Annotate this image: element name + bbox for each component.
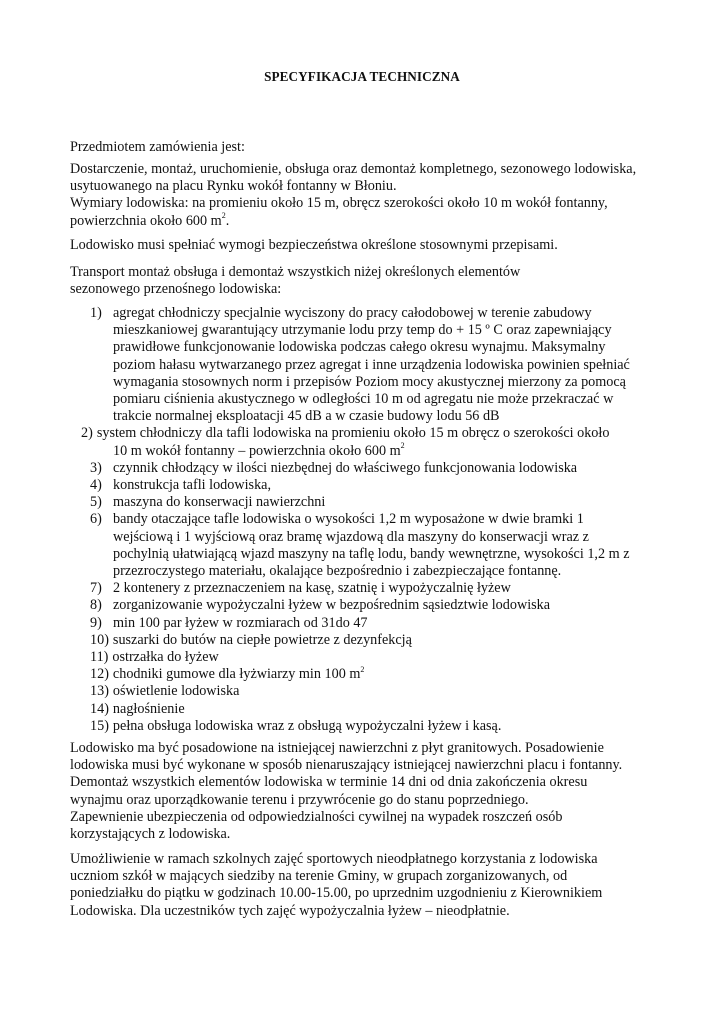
item-text: min 100 par łyżew w rozmiarach od 31do 47 [113,614,368,631]
list-item [90,511,670,580]
paragraph-transport [70,264,670,298]
list-item [90,666,670,683]
superscript: 2 [221,210,226,220]
text-line: bandy otaczające tafle lodowiska o wysokości 1,2 m wyposażone w dwie bramki 1 [113,511,584,528]
item-text: suszarki do butów na ciepłe powietrze z dezynfekcją [112,631,412,648]
item-text: oświetlenie lodowiska [112,683,240,700]
list-item [90,580,670,597]
text-line: Zapewnienie ubezpieczenia od odpowiedzialności cywilnej na wypadek roszczeń osób [70,808,563,825]
text-line: mieszkaniowej gwarantujący utrzymanie lodu przy temp do + 15 º C oraz zapewniający [113,322,612,339]
item-text: 10 m wokół fontanny – powierzchnia około 600 m [113,442,401,459]
text-line: wejściową i 1 wyjściową oraz bramę wjazdową dla maszyny do konserwacji wraz z [113,528,589,545]
text-line: Lodowisko ma być posadowione na istniejącej nawierzchni z płyt granitowych. Posadowienie [70,740,604,756]
list-number: 3) [90,459,102,476]
text-line: Demontaż wszystkich elementów lodowiska w terminie 14 dni od dnia zakończenia okresu [70,774,588,791]
paragraph-installation [70,740,670,843]
text-line: agregat chłodniczy specjalnie wyciszony do pracy całodobowej w terenie zabudowy [113,305,592,321]
text-line: pochylnią ułatwiającą wjazd maszyny na taflę lodu, bandy wewnętrzne, wysokości 1,2 m z [113,545,630,562]
area-text: powierzchnia około 600 m [70,212,222,229]
text-line: trakcie normalnej eksploatacji 45 dB a w czasie budowy lodu 56 dB [113,408,500,425]
superscript: 2 [360,664,365,674]
text-line: uczniom szkół w mających siedziby na terenie Gminy, w grupach zorganizowanych, od [70,868,568,885]
list-number: 1) [90,305,102,321]
text-line [81,425,670,442]
list-number: 12) [90,666,109,683]
text-line [70,210,670,230]
list-item [90,494,670,511]
item-text: konstrukcja tafli lodowiska, [113,477,272,494]
text-line: poziom hałasu wytwarzanego przez agregat i inne urządzenia lodowiska powinien spełniać [113,356,630,373]
text-line: wymagania stosownych norm i przepisów Poziom mocy akustycznej mierzony za pomocą [113,373,626,390]
superscript: 2 [400,440,405,450]
list-number: 8) [90,597,102,614]
paragraph-schools [70,851,670,920]
list-number: 2) [81,425,93,442]
list-item [90,718,670,735]
list-number: 9) [90,614,102,631]
list-number: 5) [90,494,102,511]
text-line: usytuowanego na placu Rynku wokół fontanny w Błoniu. [70,178,397,195]
list-item [90,701,670,718]
item-text: nagłośnienie [112,700,185,717]
text-line: Umożliwienie w ramach szkolnych zajęć sportowych nieodpłatnego korzystania z lodowiska [70,851,598,867]
list-number: 10) [90,631,109,648]
paragraph-scope [70,161,670,230]
list-item [90,632,670,649]
item-text: chodniki gumowe dla łyżwiarzy min 100 m [112,666,361,683]
list-number: 11) [90,649,109,666]
list-item [90,477,670,494]
item-text: maszyna do konserwacji nawierzchni [113,494,326,511]
text-line: wynajmu oraz uporządkowanie terenu i przywrócenie go do stanu poprzedniego. [70,791,529,808]
list-item [81,425,670,459]
equipment-list [81,305,670,735]
item-text: zorganizowanie wypożyczalni łyżew w bezpośrednim sąsiedztwie lodowiska [113,597,551,614]
list-item [90,649,670,666]
paragraph-safety [70,237,670,254]
text-line: Lodowiska. Dla uczestników tych zajęć wypożyczalnia łyżew – nieodpłatnie. [70,902,510,919]
list-number: 15) [90,717,109,734]
text-line [81,440,670,460]
text-line: sezonowego przenośnego lodowiska: [70,281,282,298]
period: . [225,212,230,229]
document-title: SPECYFIKACJA TECHNICZNA [264,69,460,84]
list-number: 6) [90,511,102,528]
text-line: przezroczystego materiału, okalające bezpośrednio i zabezpieczające fontannę. [113,563,562,580]
intro-text: Przedmiotem zamówienia jest: [70,139,245,155]
text-line: Lodowisko musi spełniać wymogi bezpieczeństwa określone stosownymi przepisami. [70,237,558,253]
item-text: czynnik chłodzący w ilości niezbędnej do właściwego funkcjonowania lodowiska [113,459,578,476]
list-number: 7) [90,580,102,597]
item-text: system chłodniczy dla tafli lodowiska na promieniu około 15 m obręcz o szerokości około [96,425,610,442]
text-line: prawidłowe funkcjonowanie lodowiska podczas całego okresu wynajmu. Maksymalny [113,339,606,356]
item-text: 2 kontenery z przeznaczeniem na kasę, szatnię i wypożyczalnię łyżew [113,580,511,597]
text-line: Dostarczenie, montaż, uruchomienie, obsługa oraz demontaż kompletnego, sezonowego lodowiska, [70,161,637,177]
list-item [90,683,670,700]
list-number: 13) [90,683,109,700]
list-item [90,615,670,632]
text-line: korzystających z lodowiska. [70,826,231,843]
list-item [90,305,670,425]
text-line: Wymiary lodowiska: na promieniu około 15 m, obręcz szerokości około 10 m wokół fontanny, [70,195,608,212]
text-line: pomiaru ciśnienia akustycznego w odległości 10 m od agregatu nie może przekraczać w [113,391,614,408]
item-text: ostrzałka do łyżew [112,649,219,666]
list-item [90,460,670,477]
text-line: poniedziałku do piątku w godzinach 10.00-15.00, po uprzednim uzgodnieniu z Kierownikiem [70,885,603,902]
list-number: 4) [90,477,102,494]
list-item [90,597,670,614]
text-line: lodowiska musi być wykonane w sposób nienaruszający istniejącej nawierzchni placu i fontanny. [70,757,623,774]
list-number: 14) [90,700,109,717]
intro-paragraph [70,139,670,156]
text-line: Transport montaż obsługa i demontaż wszystkich niżej określonych elementów [70,264,521,280]
item-text: pełna obsługa lodowiska wraz z obsługą wypożyczalni łyżew i kasą. [112,717,502,734]
